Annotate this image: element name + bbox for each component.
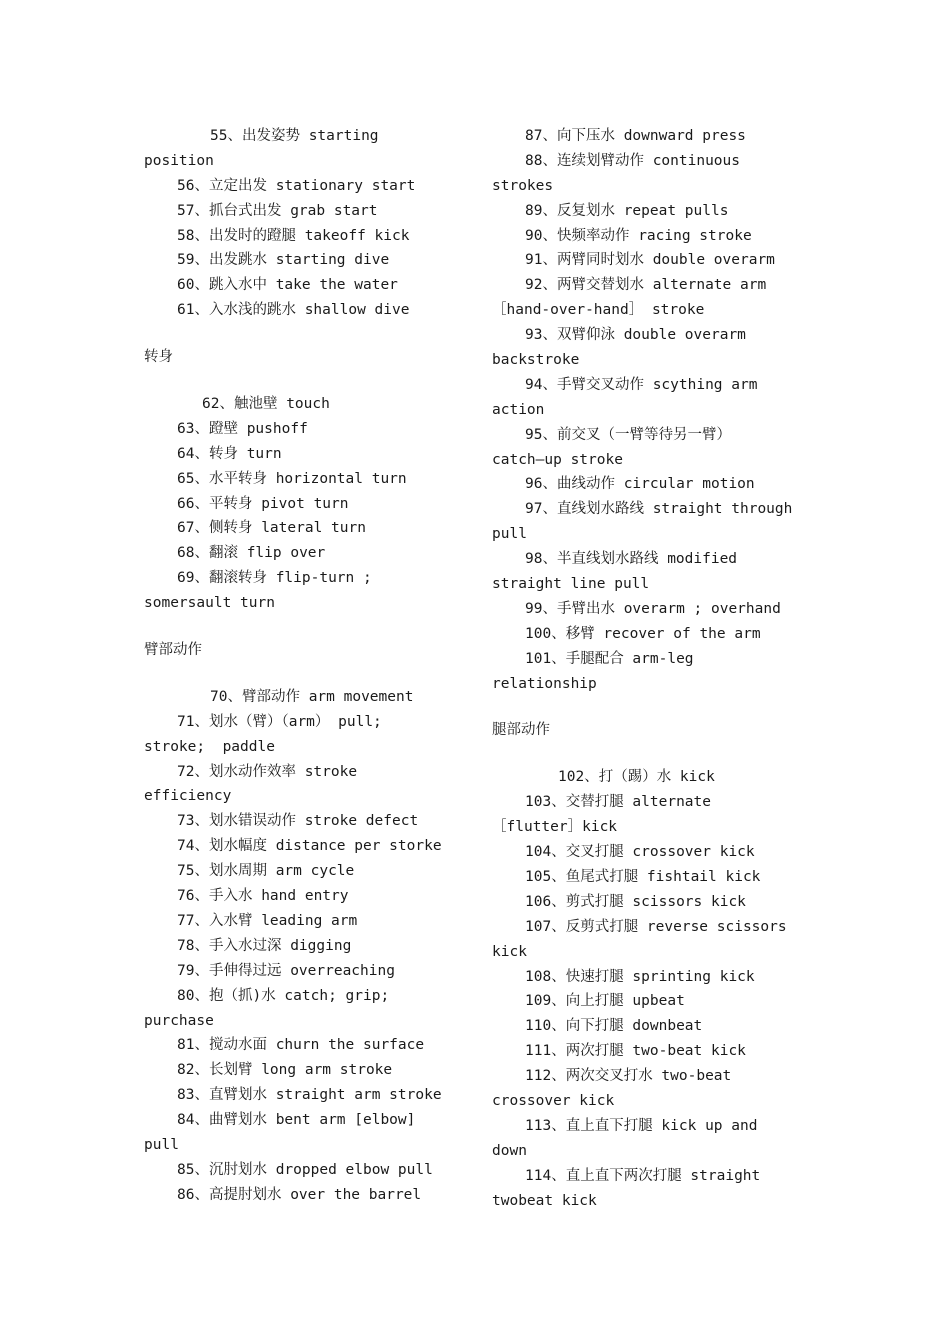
- term-line: 90、快频率动作 racing stroke: [525, 227, 752, 244]
- term-line: 113、直上直下打腿 kick up and: [525, 1117, 758, 1134]
- term-line: stroke; paddle: [144, 738, 275, 755]
- term-line: backstroke: [492, 352, 580, 369]
- term-line: 57、抓台式出发 grab start: [177, 202, 378, 219]
- term-line: 112、两次交叉打水 two-beat: [525, 1068, 732, 1085]
- term-line: ［flutter］kick: [492, 819, 618, 836]
- section-gap: [144, 616, 474, 638]
- term-line: 97、直线划水路线 straight through: [525, 501, 793, 518]
- term-line: crossover kick: [492, 1092, 615, 1109]
- term-line: 102、打（踢）水 kick: [558, 769, 715, 786]
- term-line: 73、划水错误动作 stroke defect: [177, 813, 419, 830]
- term-line: ［hand-over-hand］ stroke: [492, 302, 705, 319]
- term-line: 63、蹬壁 pushoff: [177, 420, 308, 437]
- term-line: pull: [144, 1136, 179, 1153]
- term-line: 103、交替打腿 alternate: [525, 794, 711, 811]
- term-line: somersault turn: [144, 595, 275, 612]
- term-line: catch—up stroke: [492, 451, 623, 468]
- term-line: 71、划水（臂）（arm） pull;: [177, 713, 382, 730]
- term-line: pull: [492, 526, 527, 543]
- term-line: 60、跳入水中 take the water: [177, 277, 398, 294]
- term-line: 68、翻滚 flip over: [177, 545, 326, 562]
- term-line: 82、长划臂 long arm stroke: [177, 1062, 393, 1079]
- term-line: 78、手入水过深 digging: [177, 937, 352, 954]
- term-line: 81、搅动水面 churn the surface: [177, 1037, 425, 1054]
- term-line: 99、手臂出水 overarm ; overhand: [525, 600, 781, 617]
- term-line: 67、侧转身 lateral turn: [177, 520, 366, 537]
- term-line: 77、入水臂 leading arm: [177, 912, 358, 929]
- term-line: position: [144, 152, 214, 169]
- term-line: 94、手臂交叉动作 scything arm: [525, 376, 758, 393]
- term-line: purchase: [144, 1012, 214, 1029]
- term-line: strokes: [492, 177, 554, 194]
- term-line: 76、手入水 hand entry: [177, 888, 349, 905]
- term-line: 98、半直线划水路线 modified: [525, 551, 738, 568]
- section-gap: [492, 696, 822, 718]
- section-heading: 臂部动作: [144, 642, 202, 659]
- term-line: 108、快速打腿 sprinting kick: [525, 968, 755, 985]
- term-line: 88、连续划臂动作 continuous: [525, 152, 740, 169]
- term-line: 64、转身 turn: [177, 445, 282, 462]
- term-line: 58、出发时的蹬腿 takeoff kick: [177, 227, 410, 244]
- term-line: 80、抱（抓)水 catch; grip;: [177, 987, 390, 1004]
- term-line: 104、交叉打腿 crossover kick: [525, 844, 755, 861]
- right-column: [492, 124, 822, 1213]
- left-column: [144, 124, 474, 1208]
- term-line: 93、双臂仰泳 double overarm: [525, 327, 746, 344]
- term-line: 110、向下打腿 downbeat: [525, 1018, 703, 1035]
- term-line: 69、翻滚转身 flip-turn ;: [177, 570, 372, 587]
- term-line: 86、高提肘划水 over the barrel: [177, 1186, 422, 1203]
- term-line: 75、划水周期 arm cycle: [177, 863, 355, 880]
- term-line: 85、沉肘划水 dropped elbow pull: [177, 1161, 433, 1178]
- section-gap: [492, 743, 822, 765]
- term-line: 111、两次打腿 two-beat kick: [525, 1043, 746, 1060]
- term-line: twobeat kick: [492, 1192, 597, 1209]
- term-line: relationship: [492, 675, 597, 692]
- section-heading: 转身: [144, 349, 173, 366]
- term-line: 114、直上直下两次打腿 straight: [525, 1167, 761, 1184]
- term-line: 74、划水幅度 distance per storke: [177, 838, 442, 855]
- term-line: 83、直臂划水 straight arm stroke: [177, 1087, 442, 1104]
- term-line: 72、划水动作效率 stroke: [177, 763, 358, 780]
- term-line: 96、曲线动作 circular motion: [525, 476, 755, 493]
- term-line: 107、反剪式打腿 reverse scissors: [525, 918, 787, 935]
- term-line: 100、移臂 recover of the arm: [525, 625, 761, 642]
- term-line: 62、触池壁 touch: [202, 396, 330, 413]
- term-line: 105、鱼尾式打腿 fishtail kick: [525, 868, 761, 885]
- term-line: down: [492, 1142, 527, 1159]
- term-line: 79、手伸得过远 overreaching: [177, 962, 395, 979]
- term-line: 87、向下压水 downward press: [525, 128, 746, 144]
- section-gap: [144, 663, 474, 685]
- term-line: 66、平转身 pivot turn: [177, 495, 349, 512]
- term-line: kick: [492, 943, 527, 960]
- term-line: 89、反复划水 repeat pulls: [525, 202, 729, 219]
- term-line: 92、两臂交替划水 alternate arm: [525, 277, 767, 294]
- term-line: straight line pull: [492, 576, 650, 593]
- term-line: action: [492, 401, 545, 418]
- term-line: 106、剪式打腿 scissors kick: [525, 893, 746, 910]
- term-line: 95、前交叉（一臂等待另一臂）: [525, 426, 731, 443]
- term-line: 84、曲臂划水 bent arm [elbow]: [177, 1112, 416, 1129]
- section-gap: [144, 323, 474, 345]
- term-line: 65、水平转身 horizontal turn: [177, 470, 407, 487]
- term-line: 56、立定出发 stationary start: [177, 177, 416, 194]
- term-line: 91、两臂同时划水 double overarm: [525, 252, 775, 269]
- term-line: 70、臂部动作 arm movement: [210, 688, 414, 705]
- term-line: efficiency: [144, 788, 232, 805]
- term-line: 59、出发跳水 starting dive: [177, 252, 390, 269]
- term-line: 55、出发姿势 starting: [210, 128, 379, 144]
- term-line: 109、向上打腿 upbeat: [525, 993, 685, 1010]
- section-gap: [144, 370, 474, 392]
- section-heading: 腿部动作: [492, 722, 550, 739]
- term-line: 61、入水浅的跳水 shallow dive: [177, 302, 410, 319]
- term-line: 101、手腿配合 arm-leg: [525, 650, 694, 667]
